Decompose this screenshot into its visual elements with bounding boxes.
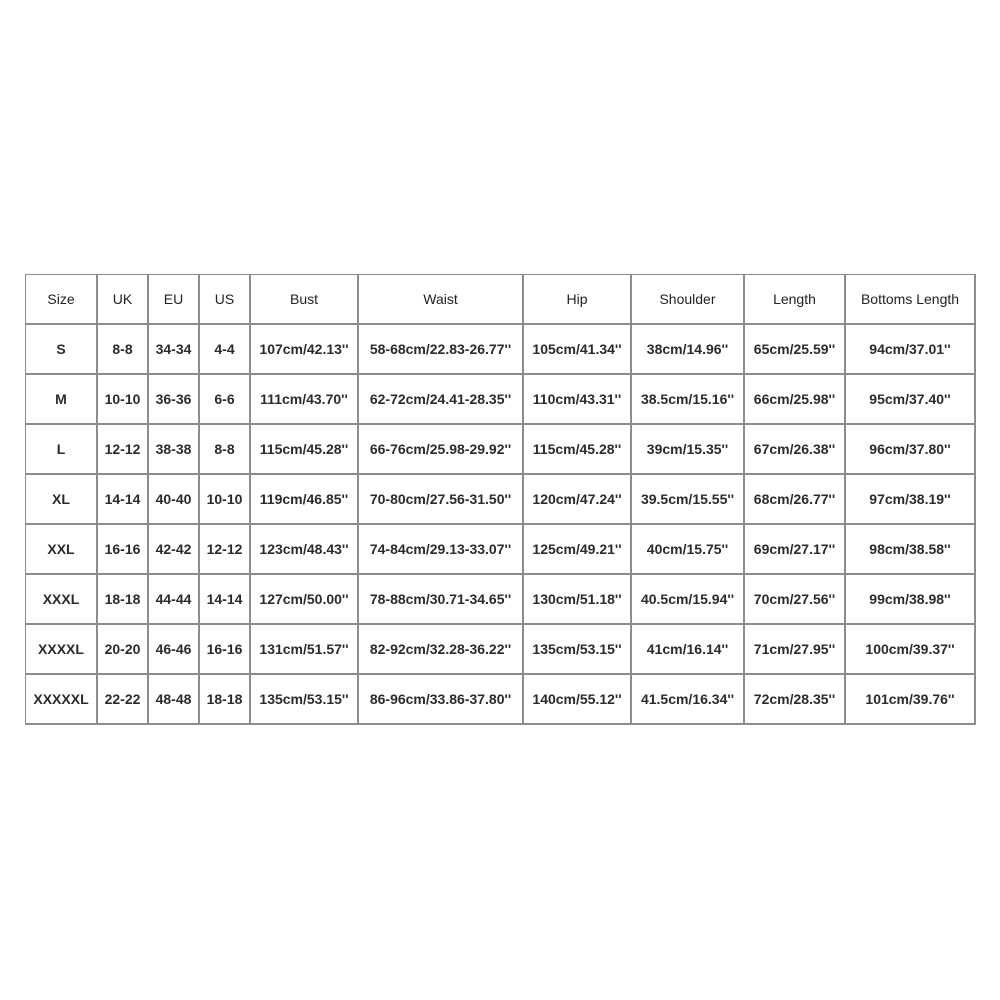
header-hip: Hip [524, 275, 632, 325]
cell-us: 18-18 [200, 675, 251, 725]
cell-bust: 119cm/46.85'' [251, 475, 359, 525]
cell-bust: 135cm/53.15'' [251, 675, 359, 725]
cell-uk: 22-22 [98, 675, 149, 725]
cell-bust: 127cm/50.00'' [251, 575, 359, 625]
table-row [26, 625, 976, 675]
cell-hip: 130cm/51.18'' [524, 575, 632, 625]
header-row [26, 275, 976, 325]
cell-bottoms-length: 101cm/39.76'' [846, 675, 976, 725]
cell-us: 6-6 [200, 375, 251, 425]
cell-shoulder: 38.5cm/15.16'' [632, 375, 745, 425]
cell-us: 14-14 [200, 575, 251, 625]
cell-length: 66cm/25.98'' [745, 375, 846, 425]
cell-uk: 8-8 [98, 325, 149, 375]
header-bottoms-length: Bottoms Length [846, 275, 976, 325]
cell-eu: 36-36 [149, 375, 200, 425]
cell-us: 12-12 [200, 525, 251, 575]
cell-bottoms-length: 99cm/38.98'' [846, 575, 976, 625]
cell-us: 16-16 [200, 625, 251, 675]
cell-bottoms-length: 97cm/38.19'' [846, 475, 976, 525]
cell-uk: 10-10 [98, 375, 149, 425]
header-eu: EU [149, 275, 200, 325]
cell-waist: 74-84cm/29.13-33.07'' [359, 525, 524, 575]
cell-bottoms-length: 95cm/37.40'' [846, 375, 976, 425]
header-shoulder: Shoulder [632, 275, 745, 325]
cell-eu: 38-38 [149, 425, 200, 475]
cell-size: M [26, 375, 98, 425]
cell-bottoms-length: 98cm/38.58'' [846, 525, 976, 575]
header-us: US [200, 275, 251, 325]
cell-eu: 44-44 [149, 575, 200, 625]
cell-hip: 105cm/41.34'' [524, 325, 632, 375]
cell-uk: 18-18 [98, 575, 149, 625]
cell-waist: 86-96cm/33.86-37.80'' [359, 675, 524, 725]
cell-length: 65cm/25.59'' [745, 325, 846, 375]
cell-size: XXXL [26, 575, 98, 625]
cell-bottoms-length: 96cm/37.80'' [846, 425, 976, 475]
cell-hip: 120cm/47.24'' [524, 475, 632, 525]
cell-eu: 40-40 [149, 475, 200, 525]
cell-bust: 123cm/48.43'' [251, 525, 359, 575]
table-row [26, 475, 976, 525]
cell-bust: 111cm/43.70'' [251, 375, 359, 425]
cell-uk: 20-20 [98, 625, 149, 675]
table-row [26, 575, 976, 625]
cell-size: XXL [26, 525, 98, 575]
cell-us: 4-4 [200, 325, 251, 375]
cell-eu: 34-34 [149, 325, 200, 375]
header-bust: Bust [251, 275, 359, 325]
cell-shoulder: 41cm/16.14'' [632, 625, 745, 675]
cell-waist: 70-80cm/27.56-31.50'' [359, 475, 524, 525]
cell-length: 68cm/26.77'' [745, 475, 846, 525]
cell-uk: 16-16 [98, 525, 149, 575]
cell-uk: 12-12 [98, 425, 149, 475]
cell-hip: 135cm/53.15'' [524, 625, 632, 675]
cell-hip: 140cm/55.12'' [524, 675, 632, 725]
cell-shoulder: 41.5cm/16.34'' [632, 675, 745, 725]
cell-us: 10-10 [200, 475, 251, 525]
cell-shoulder: 38cm/14.96'' [632, 325, 745, 375]
cell-bust: 107cm/42.13'' [251, 325, 359, 375]
cell-eu: 42-42 [149, 525, 200, 575]
cell-length: 70cm/27.56'' [745, 575, 846, 625]
header-length: Length [745, 275, 846, 325]
cell-uk: 14-14 [98, 475, 149, 525]
cell-shoulder: 39.5cm/15.55'' [632, 475, 745, 525]
cell-hip: 125cm/49.21'' [524, 525, 632, 575]
cell-eu: 48-48 [149, 675, 200, 725]
cell-size: XL [26, 475, 98, 525]
header-waist: Waist [359, 275, 524, 325]
cell-length: 69cm/27.17'' [745, 525, 846, 575]
cell-size: L [26, 425, 98, 475]
cell-hip: 110cm/43.31'' [524, 375, 632, 425]
cell-bottoms-length: 100cm/39.37'' [846, 625, 976, 675]
table-row [26, 325, 976, 375]
table-row [26, 525, 976, 575]
cell-bottoms-length: 94cm/37.01'' [846, 325, 976, 375]
cell-waist: 78-88cm/30.71-34.65'' [359, 575, 524, 625]
table-row [26, 375, 976, 425]
table-row [26, 675, 976, 725]
cell-shoulder: 40.5cm/15.94'' [632, 575, 745, 625]
cell-length: 71cm/27.95'' [745, 625, 846, 675]
cell-waist: 82-92cm/32.28-36.22'' [359, 625, 524, 675]
cell-size: XXXXXL [26, 675, 98, 725]
cell-hip: 115cm/45.28'' [524, 425, 632, 475]
table-row [26, 425, 976, 475]
header-uk: UK [98, 275, 149, 325]
size-chart-table [25, 274, 976, 725]
header-size: Size [26, 275, 98, 325]
cell-waist: 58-68cm/22.83-26.77'' [359, 325, 524, 375]
cell-length: 67cm/26.38'' [745, 425, 846, 475]
cell-length: 72cm/28.35'' [745, 675, 846, 725]
cell-us: 8-8 [200, 425, 251, 475]
cell-bust: 131cm/51.57'' [251, 625, 359, 675]
cell-size: XXXXL [26, 625, 98, 675]
cell-waist: 62-72cm/24.41-28.35'' [359, 375, 524, 425]
cell-shoulder: 39cm/15.35'' [632, 425, 745, 475]
cell-shoulder: 40cm/15.75'' [632, 525, 745, 575]
cell-eu: 46-46 [149, 625, 200, 675]
cell-waist: 66-76cm/25.98-29.92'' [359, 425, 524, 475]
cell-bust: 115cm/45.28'' [251, 425, 359, 475]
cell-size: S [26, 325, 98, 375]
